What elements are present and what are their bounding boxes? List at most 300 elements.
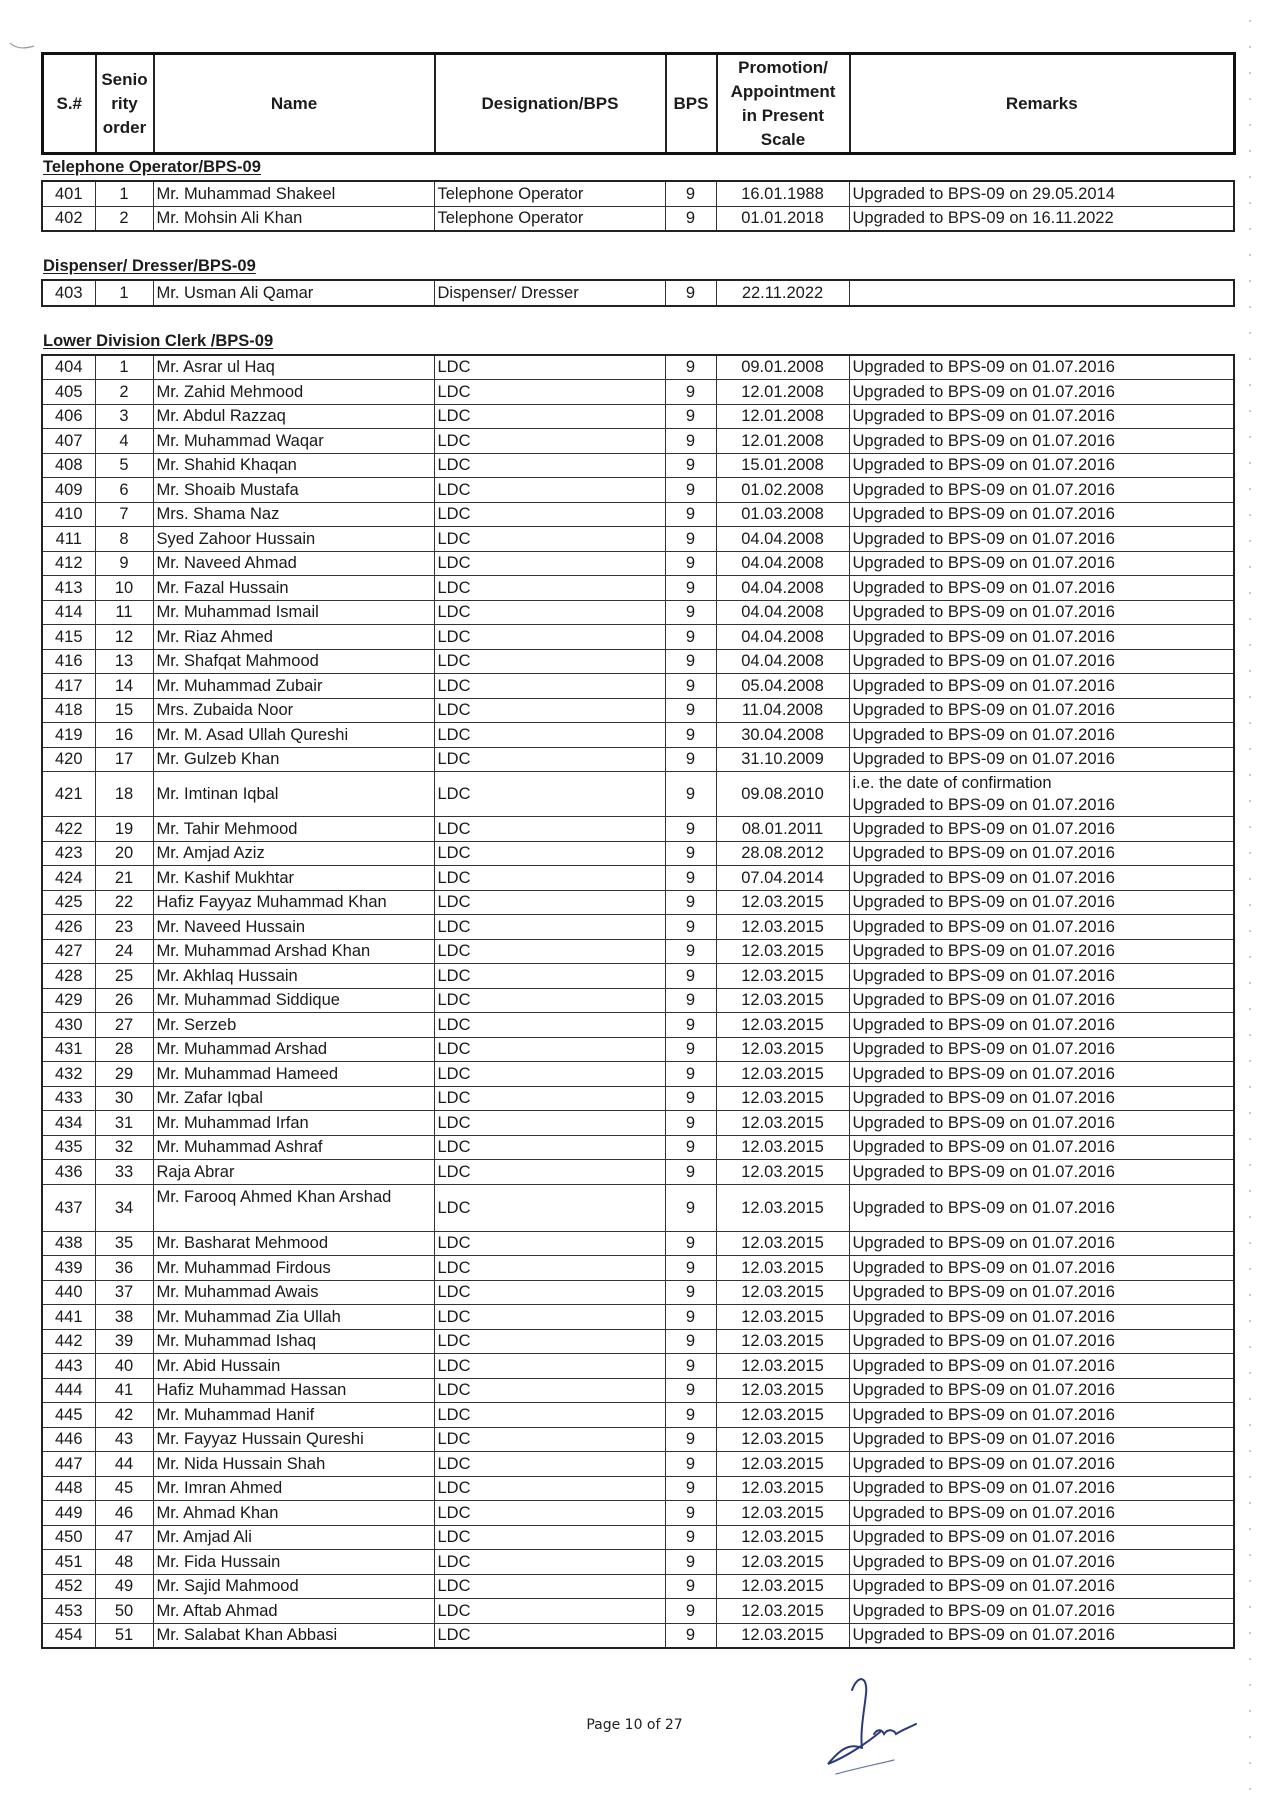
cell-serial-number: 410	[42, 502, 95, 527]
cell-remarks	[849, 772, 1234, 817]
cell-bps: 9	[665, 576, 716, 601]
table-row	[42, 1452, 1234, 1477]
cell-remarks: Upgraded to BPS-09 on 01.07.2016	[849, 380, 1234, 405]
cell-remarks: Upgraded to BPS-09 on 01.07.2016	[849, 1037, 1234, 1062]
cell-serial-number: 413	[42, 576, 95, 601]
cell-bps: 9	[665, 939, 716, 964]
cell-remarks: Upgraded to BPS-09 on 01.07.2016	[849, 1135, 1234, 1160]
cell-serial-number: 408	[42, 453, 95, 478]
cell-designation: LDC	[434, 625, 665, 650]
cell-bps: 9	[665, 1013, 716, 1038]
cell-name: Mr. Naveed Ahmad	[153, 551, 434, 576]
cell-promotion-date: 16.01.1988	[716, 181, 849, 206]
cell-remarks: Upgraded to BPS-09 on 01.07.2016	[849, 1476, 1234, 1501]
cell-bps: 9	[665, 1476, 716, 1501]
cell-remarks: Upgraded to BPS-09 on 01.07.2016	[849, 841, 1234, 866]
cell-designation: LDC	[434, 1037, 665, 1062]
cell-seniority-order: 2	[95, 380, 153, 405]
cell-remarks: Upgraded to BPS-09 on 01.07.2016	[849, 478, 1234, 503]
cell-bps: 9	[665, 1403, 716, 1428]
cell-designation: LDC	[434, 1550, 665, 1575]
table-row	[42, 674, 1234, 699]
cell-remarks: Upgraded to BPS-09 on 01.07.2016	[849, 1427, 1234, 1452]
cell-promotion-date: 05.04.2008	[716, 674, 849, 699]
cell-serial-number: 405	[42, 380, 95, 405]
cell-seniority-order: 18	[95, 772, 153, 817]
header-bps: BPS	[666, 54, 717, 154]
cell-remarks: Upgraded to BPS-09 on 01.07.2016	[849, 939, 1234, 964]
cell-promotion-date: 12.03.2015	[716, 1574, 849, 1599]
remarks-line-1: i.e. the date of confirmation	[852, 774, 1052, 792]
cell-serial-number: 407	[42, 429, 95, 454]
cell-remarks: Upgraded to BPS-09 on 01.07.2016	[849, 1452, 1234, 1477]
cell-seniority-order: 27	[95, 1013, 153, 1038]
cell-seniority-order: 17	[95, 747, 153, 772]
header-remarks: Remarks	[850, 54, 1235, 154]
cell-bps: 9	[665, 502, 716, 527]
cell-serial-number: 443	[42, 1354, 95, 1379]
cell-designation: LDC	[434, 502, 665, 527]
cell-bps: 9	[665, 1256, 716, 1281]
cell-designation: LDC	[434, 841, 665, 866]
cell-seniority-order: 41	[95, 1378, 153, 1403]
cell-serial-number: 446	[42, 1427, 95, 1452]
table-row	[42, 939, 1234, 964]
cell-serial-number: 434	[42, 1111, 95, 1136]
cell-designation: LDC	[434, 404, 665, 429]
cell-serial-number: 447	[42, 1452, 95, 1477]
cell-name: Hafiz Muhammad Hassan	[153, 1378, 434, 1403]
cell-promotion-date: 04.04.2008	[716, 527, 849, 552]
cell-seniority-order: 48	[95, 1550, 153, 1575]
cell-designation: LDC	[434, 1403, 665, 1428]
cell-remarks: Upgraded to BPS-09 on 01.07.2016	[849, 1184, 1234, 1231]
section-table	[41, 354, 1235, 1650]
cell-bps: 9	[665, 674, 716, 699]
cell-seniority-order: 9	[95, 551, 153, 576]
cell-bps: 9	[665, 1574, 716, 1599]
cell-remarks: Upgraded to BPS-09 on 01.07.2016	[849, 866, 1234, 891]
table-row	[42, 1599, 1234, 1624]
cell-seniority-order: 42	[95, 1403, 153, 1428]
cell-designation: LDC	[434, 1013, 665, 1038]
cell-promotion-date: 04.04.2008	[716, 551, 849, 576]
cell-name: Mr. Zahid Mehmood	[153, 380, 434, 405]
cell-designation: LDC	[434, 723, 665, 748]
cell-promotion-date: 01.03.2008	[716, 502, 849, 527]
cell-designation: LDC	[434, 551, 665, 576]
cell-serial-number: 440	[42, 1280, 95, 1305]
cell-designation: LDC	[434, 1427, 665, 1452]
section-title: Dispenser/ Dresser/BPS-09	[43, 257, 256, 275]
cell-remarks: Upgraded to BPS-09 on 01.07.2016	[849, 502, 1234, 527]
table-row	[42, 502, 1234, 527]
cell-promotion-date: 12.01.2008	[716, 404, 849, 429]
cell-seniority-order: 4	[95, 429, 153, 454]
cell-name: Mrs. Zubaida Noor	[153, 698, 434, 723]
cell-designation: Dispenser/ Dresser	[434, 280, 665, 306]
table-row	[42, 429, 1234, 454]
cell-serial-number: 402	[42, 206, 95, 231]
cell-name: Mr. Farooq Ahmed Khan Arshad	[153, 1184, 434, 1231]
cell-seniority-order: 49	[95, 1574, 153, 1599]
table-row	[42, 698, 1234, 723]
cell-designation: LDC	[434, 1525, 665, 1550]
header-seniority-line-3: order	[102, 117, 147, 137]
page-footer	[0, 1717, 1269, 1733]
cell-remarks: Upgraded to BPS-09 on 01.07.2016	[849, 964, 1234, 989]
cell-remarks: Upgraded to BPS-09 on 01.07.2016	[849, 723, 1234, 748]
cell-serial-number: 417	[42, 674, 95, 699]
cell-name: Mr. Fayyaz Hussain Qureshi	[153, 1427, 434, 1452]
cell-seniority-order: 26	[95, 988, 153, 1013]
cell-name: Mr. Basharat Mehmood	[153, 1231, 434, 1256]
cell-name: Mr. Muhammad Awais	[153, 1280, 434, 1305]
cell-remarks: Upgraded to BPS-09 on 01.07.2016	[849, 988, 1234, 1013]
cell-name: Mr. Salabat Khan Abbasi	[153, 1623, 434, 1648]
cell-remarks: Upgraded to BPS-09 on 01.07.2016	[849, 1599, 1234, 1624]
cell-designation: LDC	[434, 1354, 665, 1379]
cell-serial-number: 425	[42, 890, 95, 915]
cell-designation: LDC	[434, 698, 665, 723]
cell-serial-number: 433	[42, 1086, 95, 1111]
cell-name: Mr. Gulzeb Khan	[153, 747, 434, 772]
cell-name: Mr. Imran Ahmed	[153, 1476, 434, 1501]
cell-name: Mr. Ahmad Khan	[153, 1501, 434, 1526]
cell-promotion-date: 01.01.2018	[716, 206, 849, 231]
cell-promotion-date: 04.04.2008	[716, 625, 849, 650]
cell-designation: LDC	[434, 355, 665, 380]
table-row	[42, 625, 1234, 650]
cell-name: Mr. Naveed Hussain	[153, 915, 434, 940]
table-row	[42, 890, 1234, 915]
table-row	[42, 1623, 1234, 1648]
cell-bps: 9	[665, 1501, 716, 1526]
section-spacer	[41, 232, 1233, 254]
cell-designation: LDC	[434, 1280, 665, 1305]
cell-name: Mr. Amjad Aziz	[153, 841, 434, 866]
cell-serial-number: 416	[42, 649, 95, 674]
table-row	[42, 1305, 1234, 1330]
table-row	[42, 206, 1234, 231]
cell-bps: 9	[665, 817, 716, 842]
table-row	[42, 1403, 1234, 1428]
cell-designation: LDC	[434, 939, 665, 964]
cell-remarks: Upgraded to BPS-09 on 01.07.2016	[849, 1525, 1234, 1550]
table-row	[42, 964, 1234, 989]
cell-seniority-order: 29	[95, 1062, 153, 1087]
cell-seniority-order: 1	[95, 181, 153, 206]
cell-designation: LDC	[434, 890, 665, 915]
cell-promotion-date: 12.03.2015	[716, 1086, 849, 1111]
cell-seniority-order: 39	[95, 1329, 153, 1354]
cell-seniority-order: 16	[95, 723, 153, 748]
cell-seniority-order: 20	[95, 841, 153, 866]
cell-bps: 9	[665, 1452, 716, 1477]
cell-promotion-date: 09.08.2010	[716, 772, 849, 817]
table-header	[41, 52, 1236, 155]
header-seniority-order	[96, 54, 154, 154]
cell-bps: 9	[665, 1525, 716, 1550]
cell-remarks: Upgraded to BPS-09 on 01.07.2016	[849, 1354, 1234, 1379]
cell-promotion-date: 12.03.2015	[716, 1037, 849, 1062]
cell-remarks	[849, 280, 1234, 306]
table-row	[42, 817, 1234, 842]
cell-serial-number: 411	[42, 527, 95, 552]
cell-name: Mr. M. Asad Ullah Qureshi	[153, 723, 434, 748]
cell-designation: LDC	[434, 1062, 665, 1087]
table-row	[42, 866, 1234, 891]
cell-promotion-date: 12.03.2015	[716, 1501, 849, 1526]
cell-serial-number: 449	[42, 1501, 95, 1526]
remarks-line-2: Upgraded to BPS-09 on 01.07.2016	[852, 796, 1115, 814]
cell-name: Mr. Muhammad Zia Ullah	[153, 1305, 434, 1330]
cell-seniority-order: 32	[95, 1135, 153, 1160]
cell-serial-number: 452	[42, 1574, 95, 1599]
cell-designation: LDC	[434, 1476, 665, 1501]
cell-bps: 9	[665, 429, 716, 454]
table-row	[42, 380, 1234, 405]
cell-remarks: Upgraded to BPS-09 on 01.07.2016	[849, 1280, 1234, 1305]
table-row	[42, 841, 1234, 866]
cell-promotion-date: 12.03.2015	[716, 890, 849, 915]
cell-serial-number: 424	[42, 866, 95, 891]
cell-designation: LDC	[434, 1086, 665, 1111]
cell-seniority-order: 51	[95, 1623, 153, 1648]
cell-promotion-date: 12.03.2015	[716, 1280, 849, 1305]
cell-name: Mr. Shafqat Mahmood	[153, 649, 434, 674]
cell-bps: 9	[665, 600, 716, 625]
cell-serial-number: 420	[42, 747, 95, 772]
cell-designation: LDC	[434, 1256, 665, 1281]
cell-remarks: Upgraded to BPS-09 on 01.07.2016	[849, 915, 1234, 940]
cell-seniority-order: 36	[95, 1256, 153, 1281]
cell-promotion-date: 12.03.2015	[716, 915, 849, 940]
cell-designation: LDC	[434, 380, 665, 405]
cell-seniority-order: 15	[95, 698, 153, 723]
header-promotion-date	[717, 54, 850, 154]
table-row	[42, 1378, 1234, 1403]
cell-bps: 9	[665, 404, 716, 429]
cell-promotion-date: 12.03.2015	[716, 1452, 849, 1477]
cell-name: Mr. Muhammad Arshad Khan	[153, 939, 434, 964]
cell-seniority-order: 19	[95, 817, 153, 842]
cell-promotion-date: 12.03.2015	[716, 1305, 849, 1330]
cell-name: Mr. Usman Ali Qamar	[153, 280, 434, 306]
cell-serial-number: 451	[42, 1550, 95, 1575]
table-row	[42, 1427, 1234, 1452]
cell-serial-number: 437	[42, 1184, 95, 1231]
cell-name: Mr. Muhammad Hanif	[153, 1403, 434, 1428]
table-row	[42, 181, 1234, 206]
table-row	[42, 280, 1234, 306]
cell-promotion-date: 12.03.2015	[716, 1599, 849, 1624]
cell-bps: 9	[665, 280, 716, 306]
table-row	[42, 1501, 1234, 1526]
table-row	[42, 355, 1234, 380]
cell-bps: 9	[665, 772, 716, 817]
cell-remarks: Upgraded to BPS-09 on 01.07.2016	[849, 1111, 1234, 1136]
cell-designation: LDC	[434, 1378, 665, 1403]
cell-designation: LDC	[434, 1111, 665, 1136]
cell-serial-number: 426	[42, 915, 95, 940]
cell-designation: LDC	[434, 1452, 665, 1477]
table-row	[42, 1086, 1234, 1111]
cell-bps: 9	[665, 1062, 716, 1087]
cell-designation: LDC	[434, 915, 665, 940]
cell-designation: LDC	[434, 1135, 665, 1160]
cell-name: Mr. Kashif Mukhtar	[153, 866, 434, 891]
cell-seniority-order: 25	[95, 964, 153, 989]
cell-name: Mr. Abid Hussain	[153, 1354, 434, 1379]
table-row	[42, 1160, 1234, 1185]
cell-serial-number: 414	[42, 600, 95, 625]
cell-serial-number: 421	[42, 772, 95, 817]
cell-name: Mr. Zafar Iqbal	[153, 1086, 434, 1111]
sections-container	[41, 155, 1233, 1649]
cell-seniority-order: 46	[95, 1501, 153, 1526]
section-title: Lower Division Clerk /BPS-09	[43, 331, 274, 350]
cell-bps: 9	[665, 964, 716, 989]
table-row	[42, 747, 1234, 772]
header-promotion-line-1: Promotion/	[738, 57, 828, 77]
cell-remarks: Upgraded to BPS-09 on 01.07.2016	[849, 1160, 1234, 1185]
cell-serial-number: 453	[42, 1599, 95, 1624]
cell-remarks: Upgraded to BPS-09 on 01.07.2016	[849, 1086, 1234, 1111]
table-row	[42, 649, 1234, 674]
table-row	[42, 1550, 1234, 1575]
cell-bps: 9	[665, 841, 716, 866]
cell-remarks: Upgraded to BPS-09 on 01.07.2016	[849, 674, 1234, 699]
cell-bps: 9	[665, 355, 716, 380]
cell-remarks: Upgraded to BPS-09 on 01.07.2016	[849, 404, 1234, 429]
cell-seniority-order: 14	[95, 674, 153, 699]
cell-serial-number: 429	[42, 988, 95, 1013]
cell-serial-number: 435	[42, 1135, 95, 1160]
cell-designation: LDC	[434, 817, 665, 842]
cell-promotion-date: 12.03.2015	[716, 1256, 849, 1281]
header-promotion-line-4: Scale	[760, 129, 806, 149]
cell-seniority-order: 1	[95, 280, 153, 306]
scan-artifact-mark	[8, 40, 38, 52]
cell-seniority-order: 23	[95, 915, 153, 940]
cell-bps: 9	[665, 1160, 716, 1185]
cell-remarks: Upgraded to BPS-09 on 01.07.2016	[849, 1403, 1234, 1428]
cell-promotion-date: 08.01.2011	[716, 817, 849, 842]
table-row	[42, 478, 1234, 503]
cell-name: Mr. Muhammad Ishaq	[153, 1329, 434, 1354]
cell-name: Mr. Muhammad Irfan	[153, 1111, 434, 1136]
section-title: Telephone Operator/BPS-09	[43, 158, 261, 176]
cell-serial-number: 422	[42, 817, 95, 842]
cell-serial-number: 409	[42, 478, 95, 503]
table-row	[42, 1231, 1234, 1256]
cell-promotion-date: 12.03.2015	[716, 1354, 849, 1379]
cell-designation: LDC	[434, 772, 665, 817]
cell-bps: 9	[665, 181, 716, 206]
cell-designation: LDC	[434, 1329, 665, 1354]
table-row	[42, 1525, 1234, 1550]
cell-designation: LDC	[434, 527, 665, 552]
cell-remarks: Upgraded to BPS-09 on 01.07.2016	[849, 355, 1234, 380]
cell-bps: 9	[665, 1037, 716, 1062]
cell-designation: LDC	[434, 649, 665, 674]
table-row	[42, 1037, 1234, 1062]
cell-remarks: Upgraded to BPS-09 on 01.07.2016	[849, 1501, 1234, 1526]
cell-promotion-date: 12.03.2015	[716, 1378, 849, 1403]
cell-name: Mr. Sajid Mahmood	[153, 1574, 434, 1599]
header-designation: Designation/BPS	[435, 54, 666, 154]
table-row	[42, 1329, 1234, 1354]
cell-seniority-order: 43	[95, 1427, 153, 1452]
cell-bps: 9	[665, 625, 716, 650]
cell-remarks: Upgraded to BPS-09 on 01.07.2016	[849, 698, 1234, 723]
table-row	[42, 772, 1234, 817]
cell-designation: Telephone Operator	[434, 206, 665, 231]
table-row	[42, 1256, 1234, 1281]
table-row	[42, 1111, 1234, 1136]
cell-promotion-date: 12.03.2015	[716, 1623, 849, 1648]
cell-seniority-order: 6	[95, 478, 153, 503]
cell-designation: LDC	[434, 1574, 665, 1599]
cell-seniority-order: 22	[95, 890, 153, 915]
cell-promotion-date: 30.04.2008	[716, 723, 849, 748]
cell-seniority-order: 35	[95, 1231, 153, 1256]
cell-bps: 9	[665, 1184, 716, 1231]
cell-bps: 9	[665, 1111, 716, 1136]
cell-seniority-order: 11	[95, 600, 153, 625]
cell-designation: LDC	[434, 988, 665, 1013]
table-row	[42, 1280, 1234, 1305]
cell-name: Mr. Shoaib Mustafa	[153, 478, 434, 503]
cell-name: Mr. Abdul Razzaq	[153, 404, 434, 429]
cell-remarks: Upgraded to BPS-09 on 01.07.2016	[849, 1062, 1234, 1087]
cell-seniority-order: 3	[95, 404, 153, 429]
cell-name: Mr. Muhammad Ismail	[153, 600, 434, 625]
cell-seniority-order: 5	[95, 453, 153, 478]
cell-name: Mr. Muhammad Hameed	[153, 1062, 434, 1087]
header-seniority-line-2: rity	[111, 93, 138, 113]
table-row	[42, 527, 1234, 552]
cell-name: Mr. Muhammad Siddique	[153, 988, 434, 1013]
cell-bps: 9	[665, 1135, 716, 1160]
cell-remarks: Upgraded to BPS-09 on 01.07.2016	[849, 453, 1234, 478]
cell-serial-number: 430	[42, 1013, 95, 1038]
cell-seniority-order: 47	[95, 1525, 153, 1550]
cell-seniority-order: 44	[95, 1452, 153, 1477]
cell-bps: 9	[665, 649, 716, 674]
cell-promotion-date: 04.04.2008	[716, 649, 849, 674]
cell-bps: 9	[665, 206, 716, 231]
cell-promotion-date: 12.03.2015	[716, 1427, 849, 1452]
cell-seniority-order: 33	[95, 1160, 153, 1185]
cell-bps: 9	[665, 551, 716, 576]
cell-promotion-date: 12.03.2015	[716, 1111, 849, 1136]
cell-serial-number: 418	[42, 698, 95, 723]
section-spacer	[41, 307, 1233, 329]
cell-remarks: Upgraded to BPS-09 on 01.07.2016	[849, 551, 1234, 576]
header-seniority-line-1: Senio	[101, 69, 148, 89]
cell-name: Mr. Imtinan Iqbal	[153, 772, 434, 817]
cell-remarks: Upgraded to BPS-09 on 01.07.2016	[849, 527, 1234, 552]
table-row	[42, 1354, 1234, 1379]
cell-serial-number: 406	[42, 404, 95, 429]
cell-serial-number: 442	[42, 1329, 95, 1354]
cell-seniority-order: 30	[95, 1086, 153, 1111]
table-row	[42, 1135, 1234, 1160]
cell-remarks: Upgraded to BPS-09 on 01.07.2016	[849, 890, 1234, 915]
cell-seniority-order: 12	[95, 625, 153, 650]
